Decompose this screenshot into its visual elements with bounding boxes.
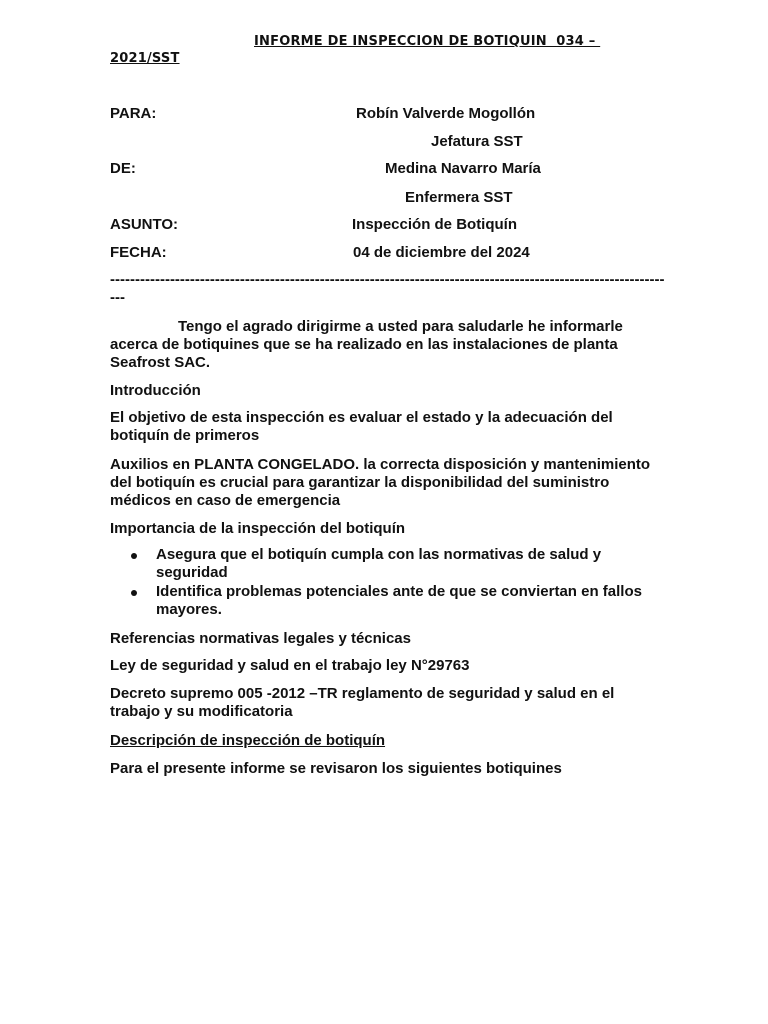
asunto-label: ASUNTO:: [110, 216, 179, 233]
ley-line: Ley de seguridad y salud en el trabajo ley N°29763: [110, 657, 470, 674]
de-role: Enfermera SST: [405, 189, 513, 206]
de-label: DE:: [110, 160, 136, 177]
asunto-value: Inspección de Botiquín: [352, 216, 518, 233]
bullet-text: Asegura que el botiquín cumpla con las normativas de salud y seguridad: [156, 546, 602, 581]
para-role: Jefatura SST: [431, 133, 523, 150]
referencias-heading: Referencias normativas legales y técnicas: [110, 630, 411, 647]
document-title-continuation: 2021/SST: [110, 51, 180, 66]
importancia-bullet-list: [110, 546, 665, 620]
de-name: Medina Navarro María: [385, 160, 541, 177]
presente-line: Para el presente informe se revisaron los siguientes botiquines: [110, 760, 562, 777]
introduccion-heading: Introducción: [110, 382, 201, 399]
bullet-icon: [131, 590, 137, 596]
importancia-heading: Importancia de la inspección del botiquín: [110, 520, 406, 537]
fecha-label: FECHA:: [110, 244, 167, 261]
descripcion-heading: Descripción de inspección de botiquín: [110, 732, 386, 749]
document-title: INFORME DE INSPECCION DE BOTIQUIN 034 –: [254, 34, 601, 49]
para-name: Robín Valverde Mogollón: [356, 105, 536, 122]
bullet-icon: [131, 553, 137, 559]
objetivo-paragraph: El objetivo de esta inspección es evaluar el estado y la adecuación del botiquín de primeros: [110, 409, 613, 444]
intro-paragraph-text: Tengo el agrado dirigirme a usted para saludarle he informarle acerca de botiquines que se ha realizado en las instalaciones de planta Seafrost SAC.: [110, 318, 623, 371]
auxilios-paragraph: Auxilios en PLANTA CONGELADO. la correcta disposición y mantenimiento del botiquín es crucial para garantizar la disponibilidad del suministro médicos en caso de emergencia: [110, 456, 651, 509]
intro-paragraph: [110, 318, 665, 372]
para-label: PARA:: [110, 105, 157, 122]
list-item: [110, 546, 665, 582]
bullet-text: Identifica problemas potenciales ante de que se conviertan en fallos mayores.: [156, 583, 642, 618]
fecha-value: 04 de diciembre del 2024: [353, 244, 530, 261]
list-item: [110, 583, 665, 619]
separator-line: ------------------------------------------------------------------------------------------------------------------: [110, 271, 665, 306]
decreto-paragraph: Decreto supremo 005 -2012 –TR reglamento de seguridad y salud en el trabajo y su modificatoria: [110, 685, 615, 720]
